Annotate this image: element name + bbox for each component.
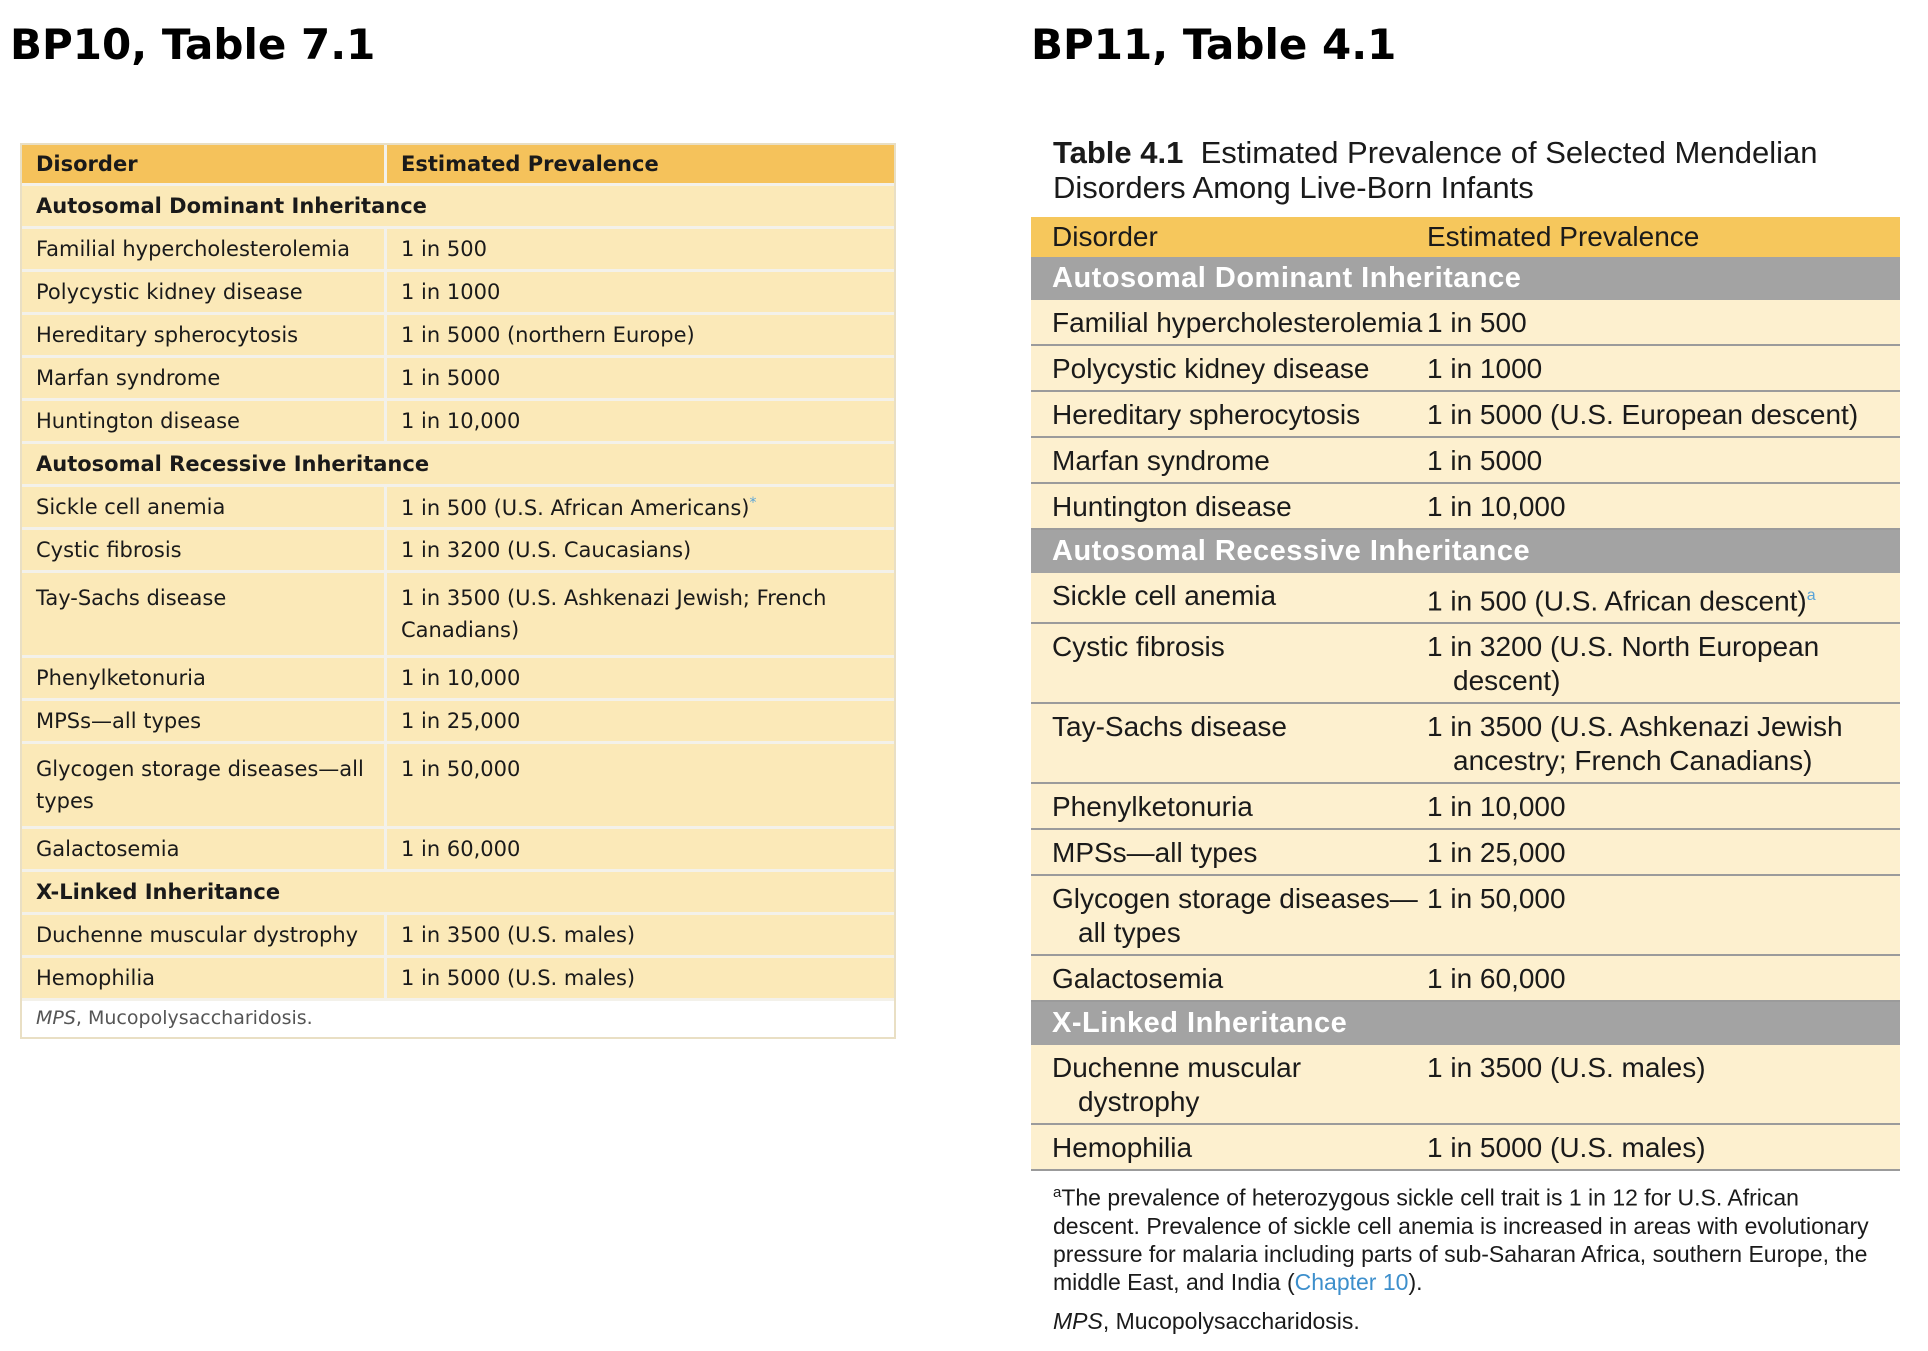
prevalence-cell: 1 in 1000	[386, 271, 895, 314]
table-row	[1031, 300, 1900, 345]
header-disorder: Disorder	[22, 145, 386, 185]
section-title: Autosomal Dominant Inheritance	[1031, 257, 1900, 300]
prevalence-cell: 1 in 5000	[1427, 445, 1543, 476]
prevalence-cell: 1 in 1000	[1427, 353, 1543, 384]
section-row	[22, 185, 894, 228]
prevalence-cell: 1 in 50,000	[1427, 883, 1566, 915]
disorder-cell: Huntington disease	[1052, 491, 1292, 522]
section-title: X-Linked Inheritance	[22, 871, 894, 914]
section-title: Autosomal Recessive Inheritance	[1031, 529, 1900, 573]
prevalence-cell: 1 in 5000 (U.S. males)	[386, 957, 895, 1000]
header-disorder: Disorder	[1031, 217, 1427, 257]
disorder-cell: MPSs—all types	[1052, 837, 1258, 869]
table-row	[22, 271, 894, 314]
section-row	[22, 443, 894, 486]
disorder-cell: Tay-Sachs disease	[22, 572, 386, 657]
table-row	[22, 529, 894, 572]
footnote-end: ).	[1408, 1268, 1423, 1295]
table-row	[1031, 483, 1900, 529]
left-heading: BP10, Table 7.1	[10, 20, 376, 69]
prevalence-cell: 1 in 25,000	[386, 700, 895, 743]
footnote-text: The prevalence of heterozygous sickle cell trait is 1 in 12 for U.S. African descent. Prevalence of sickle cell anemia is increased in areas with evolutionary pressure for malaria including parts of sub-Saharan Africa, southern Europe, the middle East, and India (	[1053, 1184, 1869, 1295]
prevalence-cell	[1427, 579, 1890, 618]
prevalence-cell	[386, 486, 895, 529]
table-row	[1031, 1045, 1900, 1124]
disorder-cell: Huntington disease	[22, 400, 386, 443]
caption-label: Table 4.1	[1053, 135, 1184, 170]
prevalence-text: 1 in 500 (U.S. African Americans)	[401, 495, 750, 520]
table-row	[22, 743, 894, 828]
table-footnote	[22, 1001, 894, 1037]
table-row	[1031, 391, 1900, 437]
prevalence-cell: 1 in 10,000	[386, 400, 895, 443]
table-header-row	[1031, 217, 1900, 257]
table-row	[22, 572, 894, 657]
section-row	[1031, 257, 1900, 300]
disorder-cell: MPSs—all types	[22, 700, 386, 743]
table-row	[22, 700, 894, 743]
disorder-cell: Marfan syndrome	[1052, 445, 1270, 476]
disorder-cell: Polycystic kidney disease	[1052, 353, 1370, 384]
table-row	[22, 314, 894, 357]
disorder-cell: Hemophilia	[1052, 1132, 1193, 1164]
prevalence-cell: 1 in 25,000	[1427, 837, 1566, 869]
table-caption	[1031, 135, 1900, 205]
disorder-cell: Glycogen storage diseases—all types	[22, 743, 386, 828]
table-row	[1031, 875, 1900, 955]
prevalence-cell: 1 in 3500 (U.S. Ashkenazi Jewish; French Canadians)	[386, 572, 895, 657]
bp10-table	[20, 143, 896, 1039]
disorder-cell: Hereditary spherocytosis	[22, 314, 386, 357]
prevalence-cell: 1 in 5000 (northern Europe)	[386, 314, 895, 357]
table-row	[22, 657, 894, 700]
disorder-cell: Familial hypercholesterolemia	[22, 228, 386, 271]
prevalence-cell: 1 in 3200 (U.S. Caucasians)	[386, 529, 895, 572]
table-row	[1031, 955, 1900, 1001]
table-row	[22, 914, 894, 957]
prevalence-cell: 1 in 10,000	[1427, 491, 1566, 522]
abbreviation-note	[1031, 1308, 1900, 1335]
caption-text: Estimated Prevalence of Selected Mendelian Disorders Among Live-Born Infants	[1053, 135, 1818, 205]
disorder-cell: Polycystic kidney disease	[22, 271, 386, 314]
prevalence-cell: 1 in 3500 (U.S. males)	[386, 914, 895, 957]
section-title: X-Linked Inheritance	[1031, 1001, 1900, 1045]
table-row	[22, 228, 894, 271]
disorder-cell: Sickle cell anemia	[22, 486, 386, 529]
table-row	[22, 957, 894, 1000]
disorder-cell: Hereditary spherocytosis	[1052, 399, 1361, 430]
disorder-cell: Glycogen storage diseases—all types	[1052, 883, 1418, 949]
prevalence-cell: 1 in 10,000	[1427, 791, 1566, 823]
disorder-cell: Hemophilia	[22, 957, 386, 1000]
footnote-text: , Mucopolysaccharidosis.	[75, 1007, 313, 1029]
section-row	[22, 871, 894, 914]
prevalence-cell: 1 in 5000	[386, 357, 895, 400]
table-header-row	[22, 145, 894, 185]
header-prevalence: Estimated Prevalence	[386, 145, 895, 185]
header-prevalence: Estimated Prevalence	[1427, 217, 1900, 257]
disorder-cell: Marfan syndrome	[22, 357, 386, 400]
disorder-cell: Duchenne muscular dystrophy	[22, 914, 386, 957]
chapter-link[interactable]: Chapter 10	[1294, 1268, 1409, 1295]
prevalence-cell: 1 in 500	[386, 228, 895, 271]
prevalence-cell: 1 in 3200 (U.S. North European descent)	[1427, 631, 1820, 697]
disorder-cell: Duchenne muscular dystrophy	[1052, 1052, 1302, 1118]
section-title: Autosomal Recessive Inheritance	[22, 443, 894, 486]
abbr-text: , Mucopolysaccharidosis.	[1102, 1307, 1360, 1334]
table-row	[22, 486, 894, 529]
table-row	[1031, 623, 1900, 703]
table-row	[1031, 703, 1900, 783]
disorder-cell: Galactosemia	[1052, 963, 1224, 995]
abbr-term: MPS	[1053, 1307, 1103, 1334]
table-row	[1031, 573, 1900, 623]
footnote-mark: a	[1053, 1184, 1062, 1202]
prevalence-cell: 1 in 5000 (U.S. males)	[1427, 1132, 1706, 1164]
footnote-marker[interactable]: a	[1806, 587, 1816, 604]
prevalence-text: 1 in 500 (U.S. African descent)	[1427, 585, 1807, 617]
section-row	[1031, 1001, 1900, 1045]
section-row	[1031, 529, 1900, 573]
table-row	[1031, 829, 1900, 875]
table-row	[1031, 1124, 1900, 1170]
disorder-cell: Tay-Sachs disease	[1052, 711, 1288, 743]
table-footnote	[1031, 1179, 1900, 1296]
footnote-abbr: MPS	[36, 1007, 76, 1029]
disorder-cell: Phenylketonuria	[22, 657, 386, 700]
prevalence-cell: 1 in 3500 (U.S. Ashkenazi Jewish ancestry; French Canadians)	[1427, 711, 1843, 777]
right-heading: BP11, Table 4.1	[1031, 20, 1397, 69]
table-row	[22, 400, 894, 443]
prevalence-cell: 1 in 60,000	[1427, 963, 1566, 995]
disorder-cell: Cystic fibrosis	[22, 529, 386, 572]
table-row	[1031, 437, 1900, 483]
table-row	[22, 357, 894, 400]
disorder-cell: Galactosemia	[22, 828, 386, 871]
prevalence-cell: 1 in 10,000	[386, 657, 895, 700]
footnote-marker[interactable]: *	[749, 494, 757, 511]
prevalence-cell: 1 in 60,000	[386, 828, 895, 871]
table-row	[22, 828, 894, 871]
disorder-cell: Familial hypercholesterolemia	[1052, 307, 1423, 338]
bp11-table	[1031, 135, 1900, 1335]
prevalence-cell: 1 in 500	[1427, 307, 1527, 338]
table-row	[1031, 783, 1900, 829]
disorder-cell: Sickle cell anemia	[1052, 580, 1277, 611]
disorder-cell: Cystic fibrosis	[1052, 631, 1225, 663]
prevalence-cell: 1 in 50,000	[386, 743, 895, 828]
section-title: Autosomal Dominant Inheritance	[22, 185, 894, 228]
prevalence-cell: 1 in 3500 (U.S. males)	[1427, 1052, 1706, 1084]
prevalence-cell: 1 in 5000 (U.S. European descent)	[1427, 399, 1859, 430]
disorder-cell: Phenylketonuria	[1052, 791, 1253, 823]
table-row	[1031, 345, 1900, 391]
